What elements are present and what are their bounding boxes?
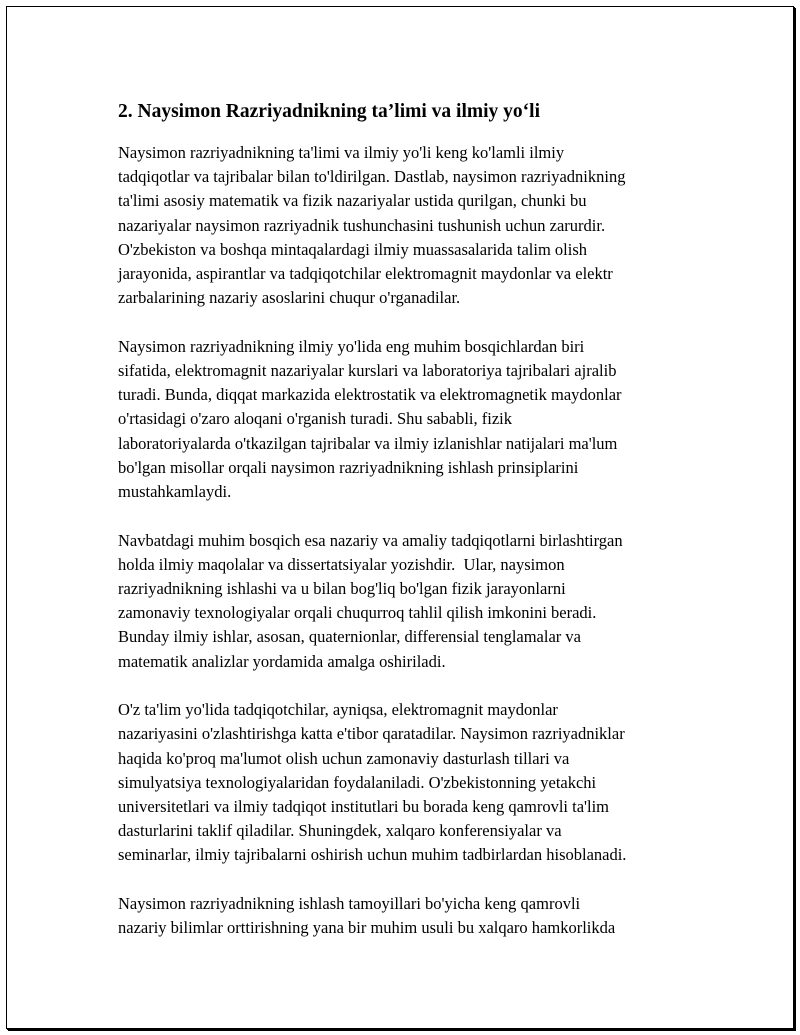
section-heading: 2. Naysimon Razriyadnikning ta’limi va ilmiy yo‘li — [118, 101, 540, 122]
text-line: holda ilmiy maqolalar va dissertatsiyalar yozishdir. Ular, naysimon — [118, 554, 565, 574]
text-line: Naysimon razriyadnikning ilmiy yo'lida eng muhim bosqichlardan biri — [118, 336, 585, 356]
text-line: matematik analizlar yordamida amalga oshiriladi. — [118, 651, 446, 671]
page-frame — [6, 6, 794, 1029]
text-line: seminarlar, ilmiy tajribalarni oshirish uchun muhim tadbirlardan hisoblanadi. — [118, 845, 627, 865]
text-line: haqida ko'proq ma'lumot olish uchun zamonaviy dasturlash tillari va — [118, 748, 570, 768]
text-line: bo'lgan misollar orqali naysimon razriyadnikning ishlash prinsiplarini — [118, 457, 579, 477]
text-line: zamonaviy texnologiyalar orqali chuqurroq tahlil qilish imkonini beradi. — [118, 603, 597, 623]
text-line: o'rtasidagi o'zaro aloqani o'rganish turadi. Shu sababli, fizik — [118, 409, 512, 429]
text-line: dasturlarini taklif qiladilar. Shuningdek, xalqaro konferensiyalar va — [118, 821, 562, 841]
text-line: ta'limi asosiy matematik va fizik nazariyalar ustida qurilgan, chunki bu — [118, 191, 587, 211]
paragraph-3 — [118, 529, 698, 674]
text-line: Naysimon razriyadnikning ishlash tamoyillari bo'yicha keng qamrovli — [118, 894, 581, 914]
text-line: Bunday ilmiy ishlar, asosan, quaternionlar, differensial tenglamalar va — [118, 627, 581, 647]
document-body — [118, 99, 698, 965]
text-line: Naysimon razriyadnikning ta'limi va ilmiy yo'li keng ko'lamli ilmiy — [118, 143, 565, 162]
text-line: turadi. Bunda, diqqat markazida elektrostatik va elektromagnetik maydonlar — [118, 385, 622, 405]
text-line: jarayonida, aspirantlar va tadqiqotchilar elektromagnit maydonlar va elektr — [118, 264, 613, 284]
text-line: sifatida, elektromagnit nazariyalar kurslari va laboratoriya tajribalari ajralib — [118, 361, 617, 381]
text-line: simulyatsiya texnologiyalaridan foydalaniladi. O'zbekistonning yetakchi — [118, 772, 597, 792]
text-line: universitetlari va ilmiy tadqiqot institutlari bu borada keng qamrovli ta'lim — [118, 797, 609, 817]
text-line: tadqiqotlar va tajribalar bilan to'ldirilgan. Dastlab, naysimon razriyadnikning — [118, 167, 626, 187]
paragraph-4 — [118, 698, 698, 867]
text-line: Navbatdagi muhim bosqich esa nazariy va amaliy tadqiqotlarni birlashtirgan — [118, 530, 623, 550]
text-line: O'z ta'lim yo'lida tadqiqotchilar, ayniqsa, elektromagnit maydonlar — [118, 700, 558, 720]
paragraph-2 — [118, 335, 698, 504]
text-line: O'zbekiston va boshqa mintaqalardagi ilmiy muassasalarida talim olish — [118, 239, 587, 259]
text-line: razriyadnikning ishlashi va u bilan bog'liq bo'lgan fizik jarayonlarni — [118, 579, 566, 599]
text-line: laboratoriyalarda o'tkazilgan tajribalar va ilmiy izlanishlar natijalari ma'lum — [118, 433, 618, 453]
text-line: mustahkamlaydi. — [118, 482, 232, 502]
text-line: nazariyasini o'zlashtirishga katta e'tibor qaratadilar. Naysimon razriyadniklar — [118, 724, 625, 744]
text-line: zarbalarining nazariy asoslarini chuqur o'rganadilar. — [118, 288, 461, 308]
text-line: nazariyalar naysimon razriyadnik tushunchasini tushunish uchun zarurdir. — [118, 215, 606, 235]
paragraph-1 — [118, 141, 698, 310]
paragraph-5 — [118, 892, 698, 940]
text-line: nazariy bilimlar orttirishning yana bir muhim usuli bu xalqaro hamkorlikda — [118, 918, 616, 938]
